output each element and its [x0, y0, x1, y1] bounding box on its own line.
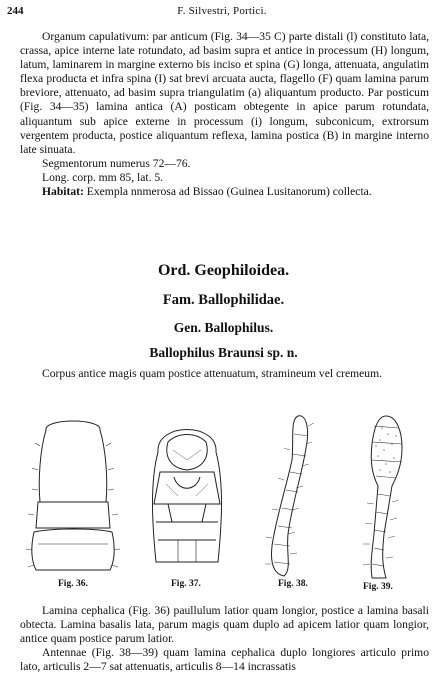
order-heading: Ord. Geophiloidea.	[157, 262, 290, 279]
figure-36-label: Fig. 36.	[58, 579, 88, 589]
family-heading: Fam. Ballophilidae.	[162, 292, 285, 308]
body-text-bottom	[20, 604, 429, 674]
figure-37-label: Fig. 37.	[171, 579, 201, 589]
corpus-paragraph-block	[20, 367, 429, 381]
habitat-label: Habitat:	[42, 185, 84, 199]
lamina-paragraph: Lamina cephalica (Fig. 36) paullulum latior quam longior, postice a lamina basali obtecta. Lamina basalis lata, parum magis quam duplo ad apicem latior quam longior, antice quam postice parum latior.	[20, 604, 429, 646]
running-head: F. Silvestri, Portici.	[177, 5, 267, 17]
figure-39-drawing	[352, 414, 422, 584]
habitat-paragraph	[20, 185, 429, 199]
running-header	[7, 5, 437, 21]
figure-38-label: Fig. 38.	[278, 579, 308, 589]
body-text-top	[20, 30, 429, 199]
corpus-paragraph: Corpus antice magis quam postice attenuatum, stramineum vel cremeum.	[42, 367, 382, 380]
length-line: Long. corp. mm 85, lat. 5.	[42, 170, 164, 184]
habitat-text: Exempla nnmerosa ad Bissao (Guinea Lusitanorum) collecta.	[86, 185, 372, 199]
species-heading: Ballophilus Braunsi sp. n.	[149, 345, 298, 360]
genus-heading: Gen. Ballophilus.	[173, 320, 274, 335]
page-number: 244	[7, 5, 24, 17]
figure-36-drawing	[24, 410, 122, 575]
organum-paragraph: Organum capulativum: par anticum (Fig. 34—35 C) parte distali (l) constituto lata, crassa, apice interne late rotundato, ad basim supra et antice in processum (H) longum, latum, laminarem in margine externo bis inciso et spina (G) longa, attenuata, angulatim flexa producta et infra spina (I) sat brevi arcuata aucta, flagello (F) quam lamina parum breviore, attenuato, ad basim supra triangulatim (a) aliquantum producto. Par posticum (Fig. 34—35) lamina antica (A) posticam obtegente in apice parum rotundata, aliquantum sub apice externe in processum (i) longum, subconicum, extrorsum vergentem producta, postice aliquantum reflexa, lamina postica (B) in margine interno late sinuata.	[20, 30, 429, 156]
segments-line: Segmentorum numerus 72—76.	[42, 156, 191, 170]
figure-37-drawing	[138, 412, 236, 577]
figure-38-drawing	[262, 414, 332, 579]
antennae-paragraph: Antennae (Fig. 38—39) quam lamina cephalica duplo longiores articulo primo lato, articulis 2—7 sat attenuatis, articulis 8—14 incrassatis	[20, 646, 429, 674]
figure-39-label: Fig. 39.	[363, 582, 393, 592]
